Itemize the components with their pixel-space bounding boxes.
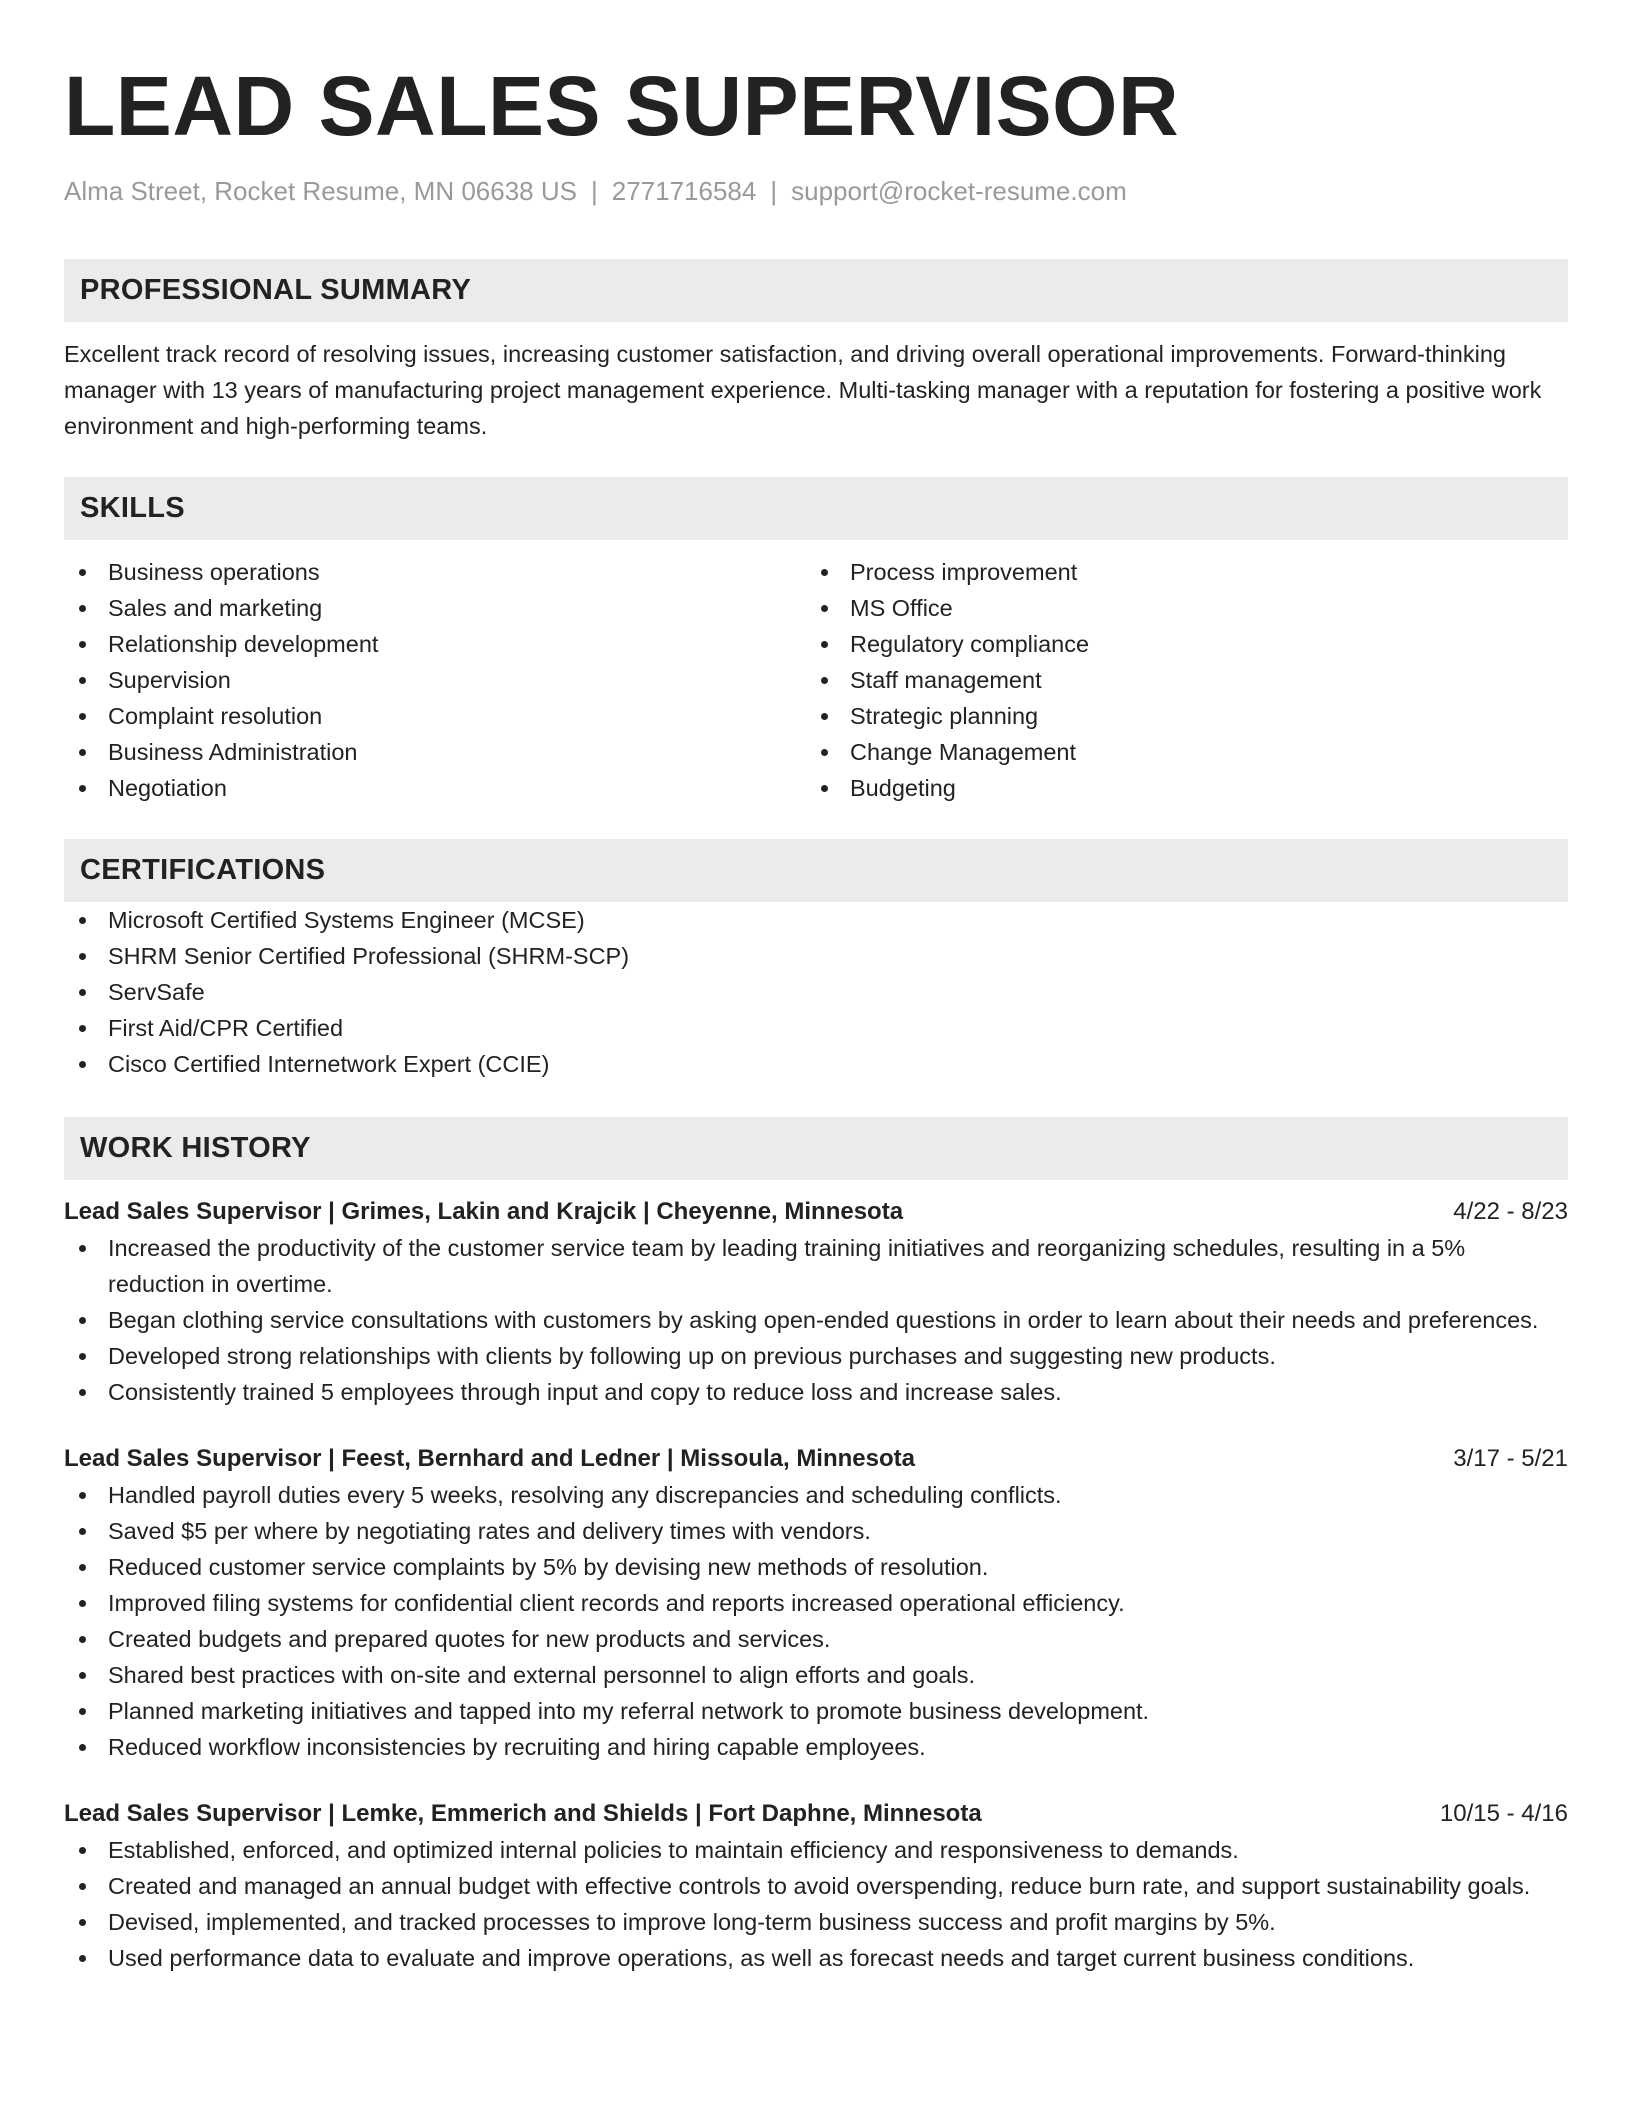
contact-email: support@rocket-resume.com (791, 176, 1127, 206)
job-bullet: Used performance data to evaluate and improve operations, as well as forecast needs and target current business conditions. (64, 1940, 1568, 1976)
job-bullet-list (64, 1832, 1568, 1976)
resume-name: LEAD SALES SUPERVISOR (64, 59, 1180, 153)
job-bullet: Created and managed an annual budget with effective controls to avoid overspending, reduce burn rate, and support sustainability goals. (64, 1868, 1568, 1904)
job-title: Lead Sales Supervisor | Grimes, Lakin and Krajcik | Cheyenne, Minnesota (64, 1198, 904, 1225)
skill-item: Complaint resolution (64, 698, 806, 734)
skill-item: Supervision (64, 662, 806, 698)
job-bullet-list (64, 1477, 1568, 1765)
certifications-heading: CERTIFICATIONS (64, 839, 1568, 902)
skill-item: Business operations (64, 554, 806, 590)
job-dates: 4/22 - 8/23 (1453, 1198, 1568, 1225)
certifications-list (64, 902, 1568, 1082)
job-bullet: Devised, implemented, and tracked processes to improve long-term business success and profit margins by 5%. (64, 1904, 1568, 1940)
job-bullet: Consistently trained 5 employees through input and copy to reduce loss and increase sales. (64, 1374, 1568, 1410)
contact-phone: 2771716584 (611, 176, 757, 206)
skill-item: Change Management (806, 734, 1548, 770)
skill-item: Regulatory compliance (806, 626, 1548, 662)
job-bullet: Improved filing systems for confidential client records and reports increased operational efficiency. (64, 1585, 1568, 1621)
certification-item: First Aid/CPR Certified (64, 1010, 1568, 1046)
skills-columns (64, 554, 1568, 806)
job-bullet: Increased the productivity of the customer service team by leading training initiatives and reorganizing schedules, resulting in a 5% reduction in overtime. (64, 1230, 1568, 1302)
skills-column-right (806, 554, 1548, 806)
skill-item: MS Office (806, 590, 1548, 626)
job-bullet: Began clothing service consultations with customers by asking open-ended questions in order to learn about their needs and preferences. (64, 1302, 1568, 1338)
certification-item: SHRM Senior Certified Professional (SHRM-SCP) (64, 938, 1568, 974)
summary-heading: PROFESSIONAL SUMMARY (64, 259, 1568, 322)
job-bullet: Created budgets and prepared quotes for new products and services. (64, 1621, 1568, 1657)
job-bullet: Handled payroll duties every 5 weeks, resolving any discrepancies and scheduling conflicts. (64, 1477, 1568, 1513)
job-dates: 10/15 - 4/16 (1439, 1800, 1568, 1827)
job-header (64, 1441, 1568, 1477)
certification-item: ServSafe (64, 974, 1568, 1010)
job-dates: 3/17 - 5/21 (1453, 1445, 1568, 1472)
work-history-heading: WORK HISTORY (64, 1117, 1568, 1180)
skill-item: Strategic planning (806, 698, 1548, 734)
job-bullet: Saved $5 per where by negotiating rates and delivery times with vendors. (64, 1513, 1568, 1549)
certification-item: Cisco Certified Internetwork Expert (CCIE) (64, 1046, 1568, 1082)
job-bullet-list (64, 1230, 1568, 1410)
skills-list-right (806, 554, 1548, 806)
skill-item: Business Administration (64, 734, 806, 770)
skill-item: Budgeting (806, 770, 1548, 806)
skill-item: Relationship development (64, 626, 806, 662)
skill-item: Staff management (806, 662, 1548, 698)
skills-list-left (64, 554, 806, 806)
contact-line (64, 174, 1568, 208)
job-entry (64, 1796, 1568, 1976)
job-header (64, 1194, 1568, 1230)
job-entry (64, 1194, 1568, 1410)
skill-item: Sales and marketing (64, 590, 806, 626)
skill-item: Process improvement (806, 554, 1548, 590)
skills-column-left (64, 554, 806, 806)
contact-separator: | (770, 176, 778, 206)
summary-text: Excellent track record of resolving issues, increasing customer satisfaction, and driving overall operational improvements. Forward-thinking manager with 13 years of manufacturing project management experience. Multi-tasking manager with a reputation for fostering a positive work environment and high-performing teams. (64, 341, 1542, 439)
job-bullet: Established, enforced, and optimized internal policies to maintain efficiency and responsiveness to demands. (64, 1832, 1568, 1868)
contact-address: Alma Street, Rocket Resume, MN 06638 US (64, 176, 577, 206)
job-entry (64, 1441, 1568, 1765)
job-bullet: Reduced workflow inconsistencies by recruiting and hiring capable employees. (64, 1729, 1568, 1765)
job-bullet: Reduced customer service complaints by 5% by devising new methods of resolution. (64, 1549, 1568, 1585)
job-title: Lead Sales Supervisor | Lemke, Emmerich and Shields | Fort Daphne, Minnesota (64, 1800, 982, 1827)
job-title: Lead Sales Supervisor | Feest, Bernhard and Ledner | Missoula, Minnesota (64, 1445, 915, 1472)
job-bullet: Shared best practices with on-site and external personnel to align efforts and goals. (64, 1657, 1568, 1693)
contact-separator: | (590, 176, 598, 206)
job-header (64, 1796, 1568, 1832)
skill-item: Negotiation (64, 770, 806, 806)
job-bullet: Developed strong relationships with clients by following up on previous purchases and suggesting new products. (64, 1338, 1568, 1374)
job-bullet: Planned marketing initiatives and tapped into my referral network to promote business development. (64, 1693, 1568, 1729)
skills-heading: SKILLS (64, 477, 1568, 540)
certification-item: Microsoft Certified Systems Engineer (MCSE) (64, 902, 1568, 938)
